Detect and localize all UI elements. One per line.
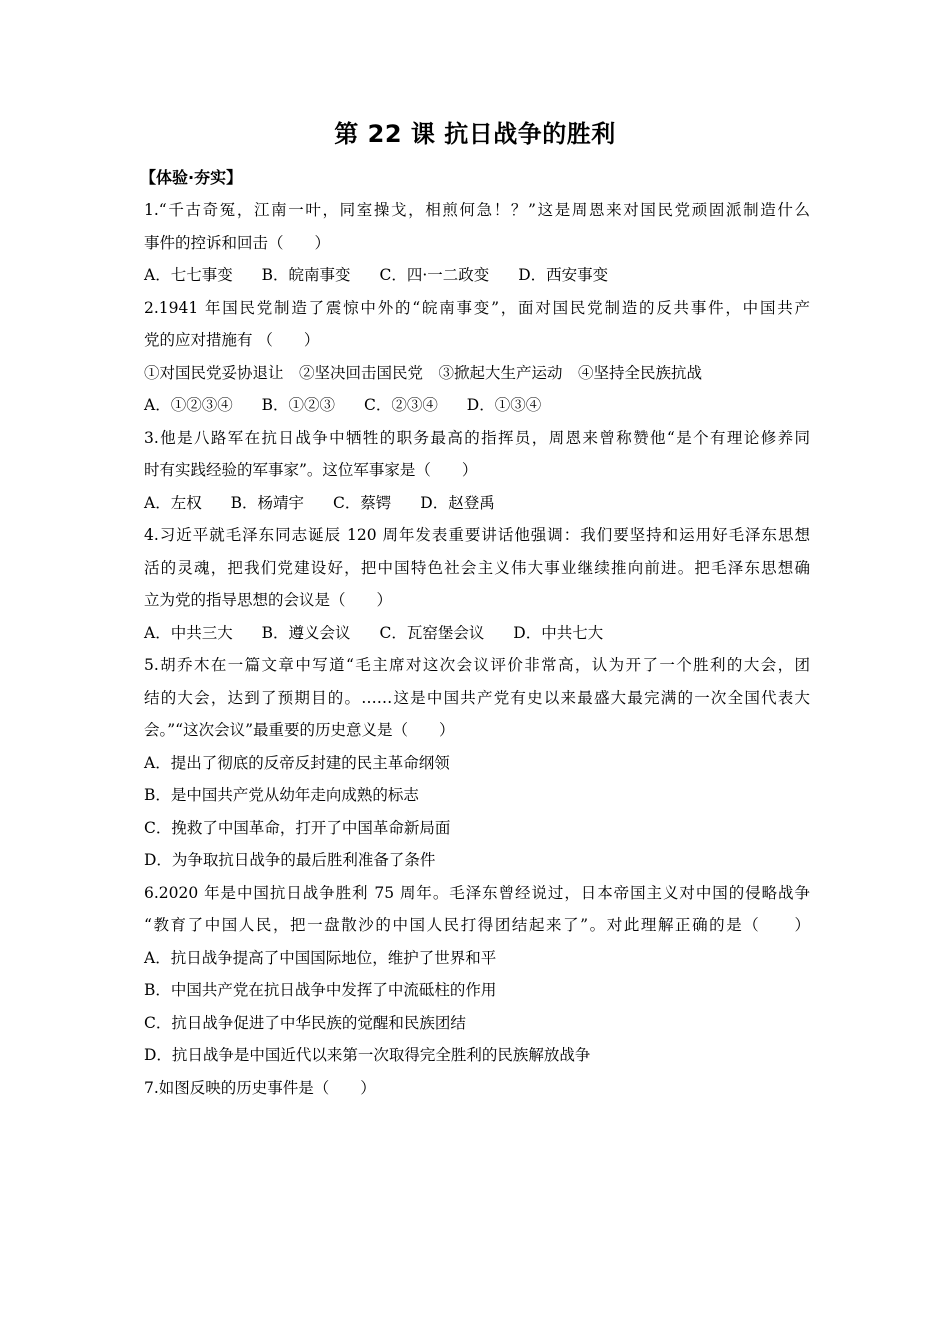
q5-option-d: D．为争取抗日战争的最后胜利准备了条件 (144, 851, 436, 869)
q3-option-a: A．左权 (144, 493, 202, 512)
q2-option-a: A．①②③④ (144, 396, 233, 414)
q3-options (144, 487, 810, 520)
q6-stem-line1: 6.2020 年是中国抗日战争胜利 75 周年。毛泽东曾经说过，日本帝国主义对中国的侵略战争 (144, 883, 810, 902)
q1-options (144, 259, 810, 292)
q4-option-c: C．瓦窑堡会议 (379, 623, 485, 642)
q4-stem-line3: 立为党的指导思想的会议是（ ） (144, 591, 393, 609)
q5-stem-line3: 会。”“这次会议”最重要的历史意义是（ ） (144, 721, 455, 739)
q5-option-a: A．提出了彻底的反帝反封建的民主革命纲领 (144, 753, 450, 772)
q3-stem-line1: 3.他是八路军在抗日战争中牺牲的职务最高的指挥员，周恩来曾称赞他“是个有理论修养同 (144, 428, 810, 447)
q4-option-a: A．中共三大 (144, 623, 233, 642)
q3-option-d: D．赵登禹 (420, 493, 495, 512)
q4-stem-line2: 活的灵魂，把我们党建设好，把中国特色社会主义伟大事业继续推向前进。把毛泽东思想确 (144, 558, 810, 577)
q2-option-b: B．①②③ (261, 396, 336, 414)
q5-option-c: C．挽救了中国革命，打开了中国革命新局面 (144, 818, 451, 837)
section-heading: 【体验·夯实】 (140, 168, 243, 187)
q6-option-b: B．中国共产党在抗日战争中发挥了中流砥柱的作用 (144, 981, 497, 999)
q1-option-b: B．皖南事变 (261, 266, 351, 284)
q2-stem-line2: 党的应对措施有 （ ） (144, 331, 320, 349)
q4-stem-line1: 4.习近平就毛泽东同志诞辰 120 周年发表重要讲话他强调：我们要坚持和运用好毛泽东思想 (144, 526, 810, 544)
q2-stem-line1: 2.1941 年国民党制造了震惊中外的“皖南事变”，面对国民党制造的反共事件，中国共产 (144, 298, 810, 317)
q2-stem-line3: ①对国民党妥协退让 ②坚决回击国民党 ③掀起大生产运动 ④坚持全民族抗战 (144, 363, 703, 382)
q2-option-d: D．①③④ (466, 396, 542, 414)
q1-stem-line2: 事件的控诉和回击（ ） (144, 233, 331, 252)
q5-option-b: B．是中国共产党从幼年走向成熟的标志 (144, 786, 419, 804)
q1-stem-line1: 1.“千古奇冤，江南一叶，同室操戈，相煎何急！？”这是周恩来对国民党顽固派制造什么 (144, 201, 810, 219)
q1-option-c: C．四·一二政变 (379, 266, 490, 284)
q1-option-a: A．七七事变 (144, 266, 233, 284)
q6-option-d: D．抗日战争是中国近代以来第一次取得完全胜利的民族解放战争 (144, 1046, 591, 1064)
q4-options (144, 617, 810, 650)
q4-option-d: D．中共七大 (513, 623, 604, 642)
q6-option-a: A．抗日战争提高了中国国际地位，维护了世界和平 (144, 948, 497, 967)
question-list (140, 162, 810, 1104)
q2-options (144, 389, 810, 422)
q7-stem-line1: 7.如图反映的历史事件是（ ） (144, 1078, 376, 1097)
q1-option-d: D．西安事变 (518, 266, 609, 284)
q5-stem-line1: 5.胡乔木在一篇文章中写道“毛主席对这次会议评价非常高，认为开了一个胜利的大会，团 (144, 656, 810, 674)
lesson-title: 第 22 课 抗日战争的胜利 (334, 120, 616, 148)
q6-stem-line2: “教育了中国人民，把一盘散沙的中国人民打得团结起来了”。对此理解正确的是（ ） (144, 916, 810, 934)
q4-option-b: B．遵义会议 (261, 623, 351, 642)
q3-stem-line2: 时有实践经验的军事家”。这位军事家是（ ） (144, 461, 478, 479)
q3-option-c: C．蔡锷 (332, 493, 392, 512)
q6-option-c: C．抗日战争促进了中华民族的觉醒和民族团结 (144, 1013, 466, 1032)
q5-stem-line2: 结的大会，达到了预期目的。……这是中国共产党有史以来最盛大最完满的一次全国代表大 (144, 688, 810, 707)
q3-option-b: B．杨靖宇 (230, 493, 305, 512)
q2-option-c: C．②③④ (363, 396, 438, 414)
